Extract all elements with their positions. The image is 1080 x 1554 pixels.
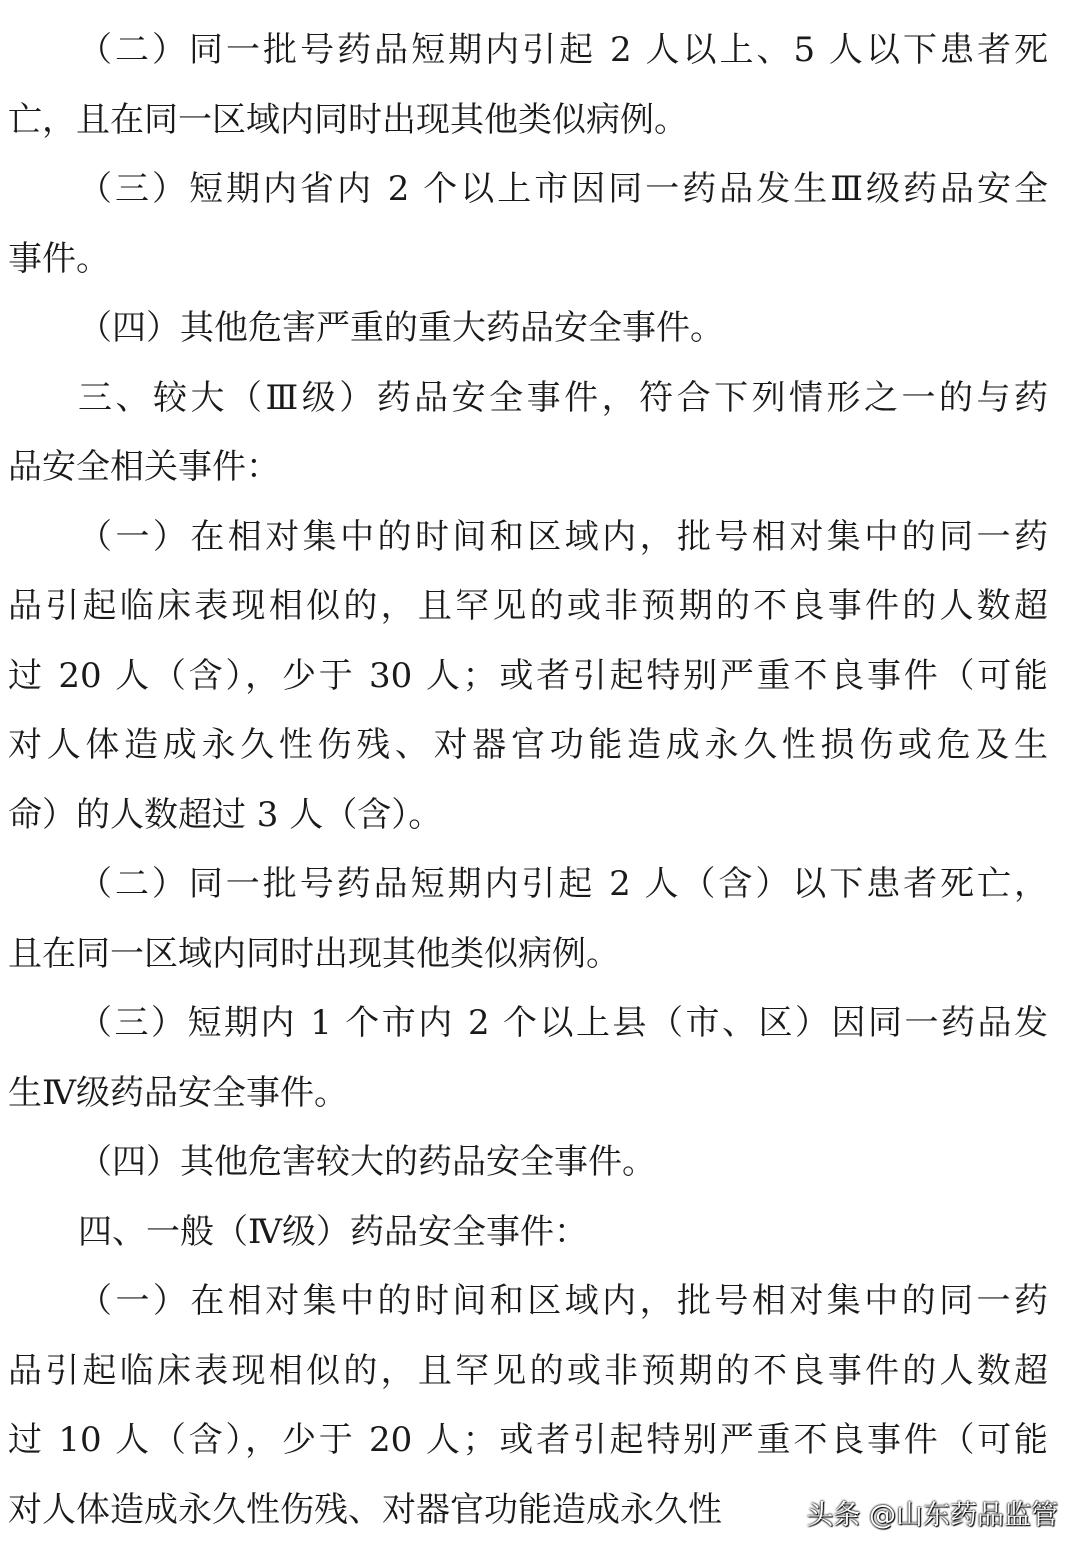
text-line-18: 四、一般（Ⅳ级）药品安全事件： [78, 1212, 588, 1252]
text-line-22: 对人体造成永久性伤残、对器官功能造成永久性 [8, 1490, 722, 1530]
text-line-1: （二）同一批号药品短期内引起 2 人以上、5 人以下患者死 [78, 30, 1048, 70]
text-line-19: （一）在相对集中的时间和区域内，批号相对集中的同一药 [78, 1281, 1048, 1321]
text-line-12: 命）的人数超过 3 人（含）。 [8, 795, 443, 835]
text-line-16: 生Ⅳ级药品安全事件。 [8, 1073, 348, 1113]
text-line-7: 品安全相关事件： [8, 447, 280, 487]
text-line-21: 过 10 人（含），少于 20 人；或者引起特别严重不良事件（可能 [8, 1420, 1048, 1460]
text-line-14: 且在同一区域内同时出现其他类似病例。 [8, 934, 620, 974]
text-line-2: 亡，且在同一区域内同时出现其他类似病例。 [8, 100, 688, 140]
text-line-10: 过 20 人（含），少于 30 人；或者引起特别严重不良事件（可能 [8, 656, 1048, 696]
text-line-15: （三）短期内 1 个市内 2 个以上县（市、区）因同一药品发 [78, 1003, 1048, 1043]
text-line-8: （一）在相对集中的时间和区域内，批号相对集中的同一药 [78, 517, 1048, 557]
text-line-4: 事件。 [8, 239, 110, 279]
text-line-9: 品引起临床表现相似的，且罕见的或非预期的不良事件的人数超 [8, 586, 1048, 626]
text-line-20: 品引起临床表现相似的，且罕见的或非预期的不良事件的人数超 [8, 1351, 1048, 1391]
text-line-5: （四）其他危害严重的重大药品安全事件。 [78, 308, 724, 348]
text-line-6: 三、较大（Ⅲ级）药品安全事件，符合下列情形之一的与药 [78, 378, 1048, 418]
text-line-13: （二）同一批号药品短期内引起 2 人（含）以下患者死亡， [78, 864, 1048, 904]
text-line-3: （三）短期内省内 2 个以上市因同一药品发生Ⅲ级药品安全 [78, 169, 1048, 209]
toutiao-watermark: 头条 @山东药品监管 [806, 1500, 1058, 1531]
text-line-11: 对人体造成永久性伤残、对器官功能造成永久性损伤或危及生 [8, 725, 1048, 765]
text-line-17: （四）其他危害较大的药品安全事件。 [78, 1142, 656, 1182]
